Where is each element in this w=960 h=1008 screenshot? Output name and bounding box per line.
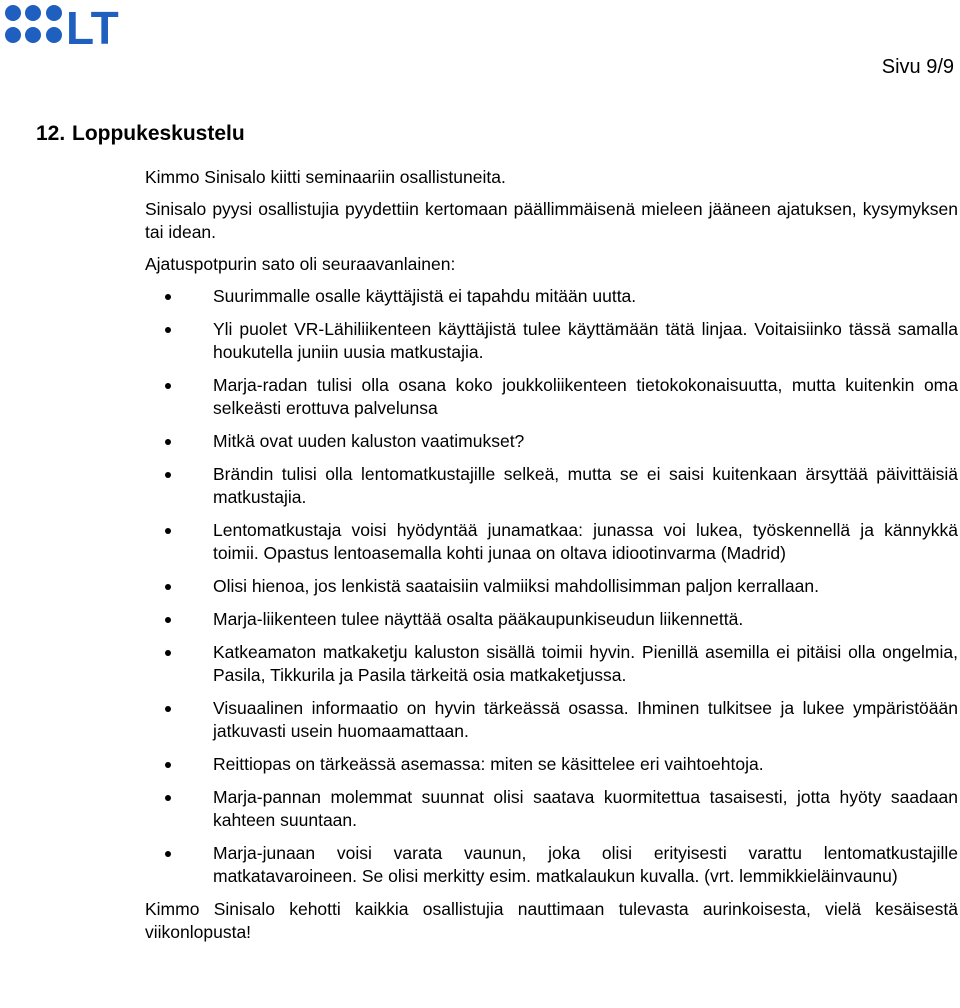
paragraph-closing: Kimmo Sinisalo kehotti kaikkia osallistujia nauttimaan tulevasta aurinkoisesta, vielä kesäisestä viikonlopusta!	[145, 899, 958, 942]
list-item: Reittiopas on tärkeässä asemassa: miten se käsittelee eri vaihtoehtoja.	[145, 753, 958, 776]
page-number: Sivu 9/9	[881, 56, 954, 78]
list-item: Yli puolet VR-Lähiliikenteen käyttäjistä tulee käyttämään tätä linjaa. Voitaisiinko tässä samalla houkutella juniin uusia matkustajia.	[145, 318, 958, 364]
paragraph-request: Sinisalo pyysi osallistujia pyydettiin kertomaan päällimmäisenä mieleen jääneen ajatuksen, kysymyksen tai idean.	[145, 199, 958, 242]
list-item: Marja-junaan voisi varata vaunun, joka olisi erityisesti varattu lentomatkustajille matkatavaroineen. Se olisi merkitty esim. matkalaukun kuvalla. (vrt. lemmikkieläinvaunu)	[145, 842, 958, 888]
document-body	[145, 166, 958, 953]
ideas-list	[145, 285, 958, 888]
company-logo	[4, 2, 119, 54]
logo-text: LT	[66, 2, 119, 54]
list-item: Brändin tulisi olla lentomatkustajille selkeä, mutta se ei saisi kuitenkaan ärsyttää päivittäisiä matkustajia.	[145, 463, 958, 509]
list-item: Suurimmalle osalle käyttäjistä ei tapahdu mitään uutta.	[145, 285, 958, 308]
list-item: Visuaalinen informaatio on hyvin tärkeässä osassa. Ihminen tulkitsee ja lukee ympäristöään jatkuvasti usein huomaamattaan.	[145, 697, 958, 743]
list-item: Lentomatkustaja voisi hyödyntää junamatkaa: junassa voi lukea, työskennellä ja kännykkä toimii. Opastus lentoasemalla kohti junaa on oltava idiootinvarma (Madrid)	[145, 519, 958, 565]
list-item: Marja-pannan molemmat suunnat olisi saatava kuormitettua tasaisesti, jotta hyöty saadaan kahteen suuntaan.	[145, 786, 958, 832]
section-heading	[36, 122, 245, 146]
list-item: Marja-radan tulisi olla osana koko joukkoliikenteen tietokokonaisuutta, mutta kuitenkin oma selkeästi erottuva palvelunsa	[145, 374, 958, 420]
paragraph-thanks: Kimmo Sinisalo kiitti seminaariin osallistuneita.	[145, 167, 506, 187]
list-item: Mitkä ovat uuden kaluston vaatimukset?	[145, 430, 958, 453]
list-item: Marja-liikenteen tulee näyttää osalta pääkaupunkiseudun liikennettä.	[145, 608, 958, 631]
list-item: Katkeamaton matkaketju kaluston sisällä toimii hyvin. Pienillä asemilla ei pitäisi olla ongelmia, Pasila, Tikkurila ja Pasila tärkeitä osia matkaketjussa.	[145, 641, 958, 687]
section-title: Loppukeskustelu	[72, 122, 245, 145]
list-item: Olisi hienoa, jos lenkistä saataisiin valmiiksi mahdollisimman paljon kerrallaan.	[145, 575, 958, 598]
paragraph-intro: Ajatuspotpurin sato oli seuraavanlainen:	[145, 254, 456, 274]
section-number: 12.	[36, 122, 66, 145]
